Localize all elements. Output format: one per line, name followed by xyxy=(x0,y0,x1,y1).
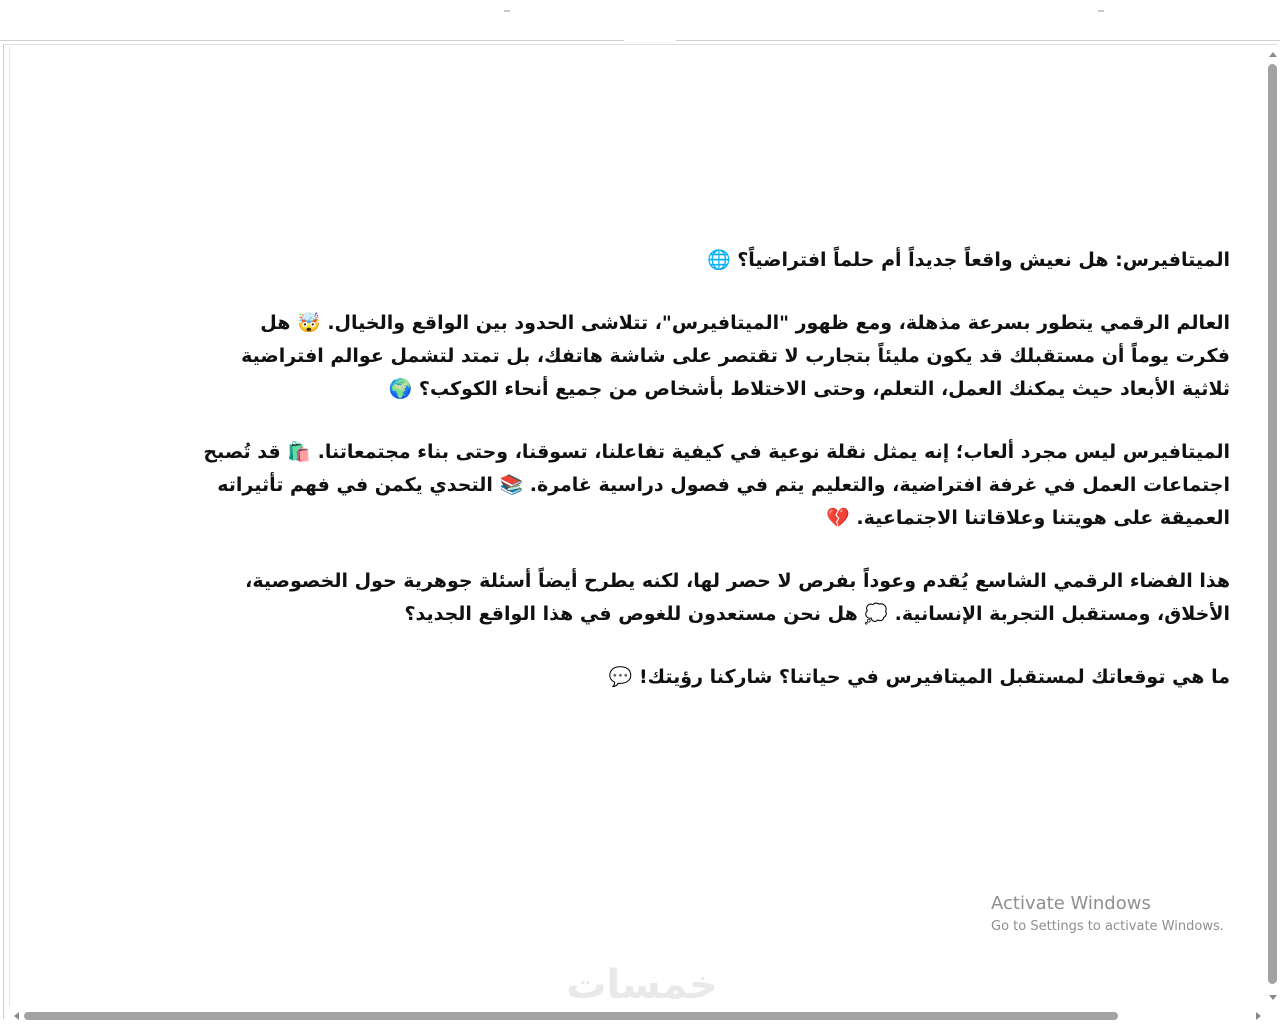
scroll-left-arrow-icon[interactable] xyxy=(14,1012,19,1020)
post-body xyxy=(200,244,1230,724)
post-paragraph-3: هذا الفضاء الرقمي الشاسع يُقدم وعوداً بفرص لا حصر لها، لكنه يطرح أيضاً أسئلة جوهرية حول الخصوصية، الأخلاق، ومستقبل التجربة الإنسانية. 💭 هل نحن مستعدون للغوص في هذا الواقع الجديد؟ xyxy=(245,570,1230,625)
toolbar-dot xyxy=(1098,10,1104,12)
post-paragraph-2: الميتافيرس ليس مجرد ألعاب؛ إنه يمثل نقلة نوعية في كيفية تفاعلنا، تسوقنا، وحتى بناء مجتمعاتنا. 🛍️ قد تُصبح اجتماعات العمل في غرفة افتراضية، والتعليم يتم في فصول دراسية غامرة. 📚 التحدي يكمن في فهم تأثيراته العميقة على هويتنا وعلاقاتنا الاجتماعية. 💔 xyxy=(203,441,1230,529)
scroll-down-arrow-icon[interactable] xyxy=(1269,995,1277,1000)
horizontal-scroll-thumb[interactable] xyxy=(24,1012,1118,1020)
activate-windows-subtitle: Go to Settings to activate Windows. xyxy=(991,919,1224,934)
content-frame-edge xyxy=(9,46,10,1006)
khamsat-logo: خمسات xyxy=(566,962,718,1008)
vertical-scrollbar[interactable] xyxy=(1265,46,1280,1006)
horizontal-scrollbar[interactable] xyxy=(10,1006,1265,1024)
top-toolbar xyxy=(0,0,1280,40)
scroll-right-arrow-icon[interactable] xyxy=(1256,1012,1261,1020)
post-paragraph-1: العالم الرقمي يتطور بسرعة مذهلة، ومع ظهور "الميتافيرس"، تتلاشى الحدود بين الواقع والخيال. 🤯 هل فكرت يوماً أن مستقبلك قد يكون مليئاً بتجارب لا تقتصر على شاشة هاتفك، بل تمتد لتشمل عوالم افتراضية ثلاثية الأبعاد حيث يمكنك العمل، التعلم، وحتى الاختلاط بأشخاص من جميع أنحاء الكوكب؟ 🌍 xyxy=(241,312,1230,400)
toolbar-tab-notch xyxy=(624,40,676,42)
post-paragraph-4: ما هي توقعاتك لمستقبل الميتافيرس في حياتنا؟ شاركنا رؤيتك! 💬 xyxy=(608,666,1230,688)
vertical-scroll-thumb[interactable] xyxy=(1268,64,1277,984)
activate-windows-title: Activate Windows xyxy=(991,893,1151,914)
toolbar-dot xyxy=(504,10,510,12)
post-title: الميتافيرس: هل نعيش واقعاً جديداً أم حلماً افتراضياً؟ 🌐 xyxy=(706,249,1230,271)
scroll-up-arrow-icon[interactable] xyxy=(1269,52,1277,57)
